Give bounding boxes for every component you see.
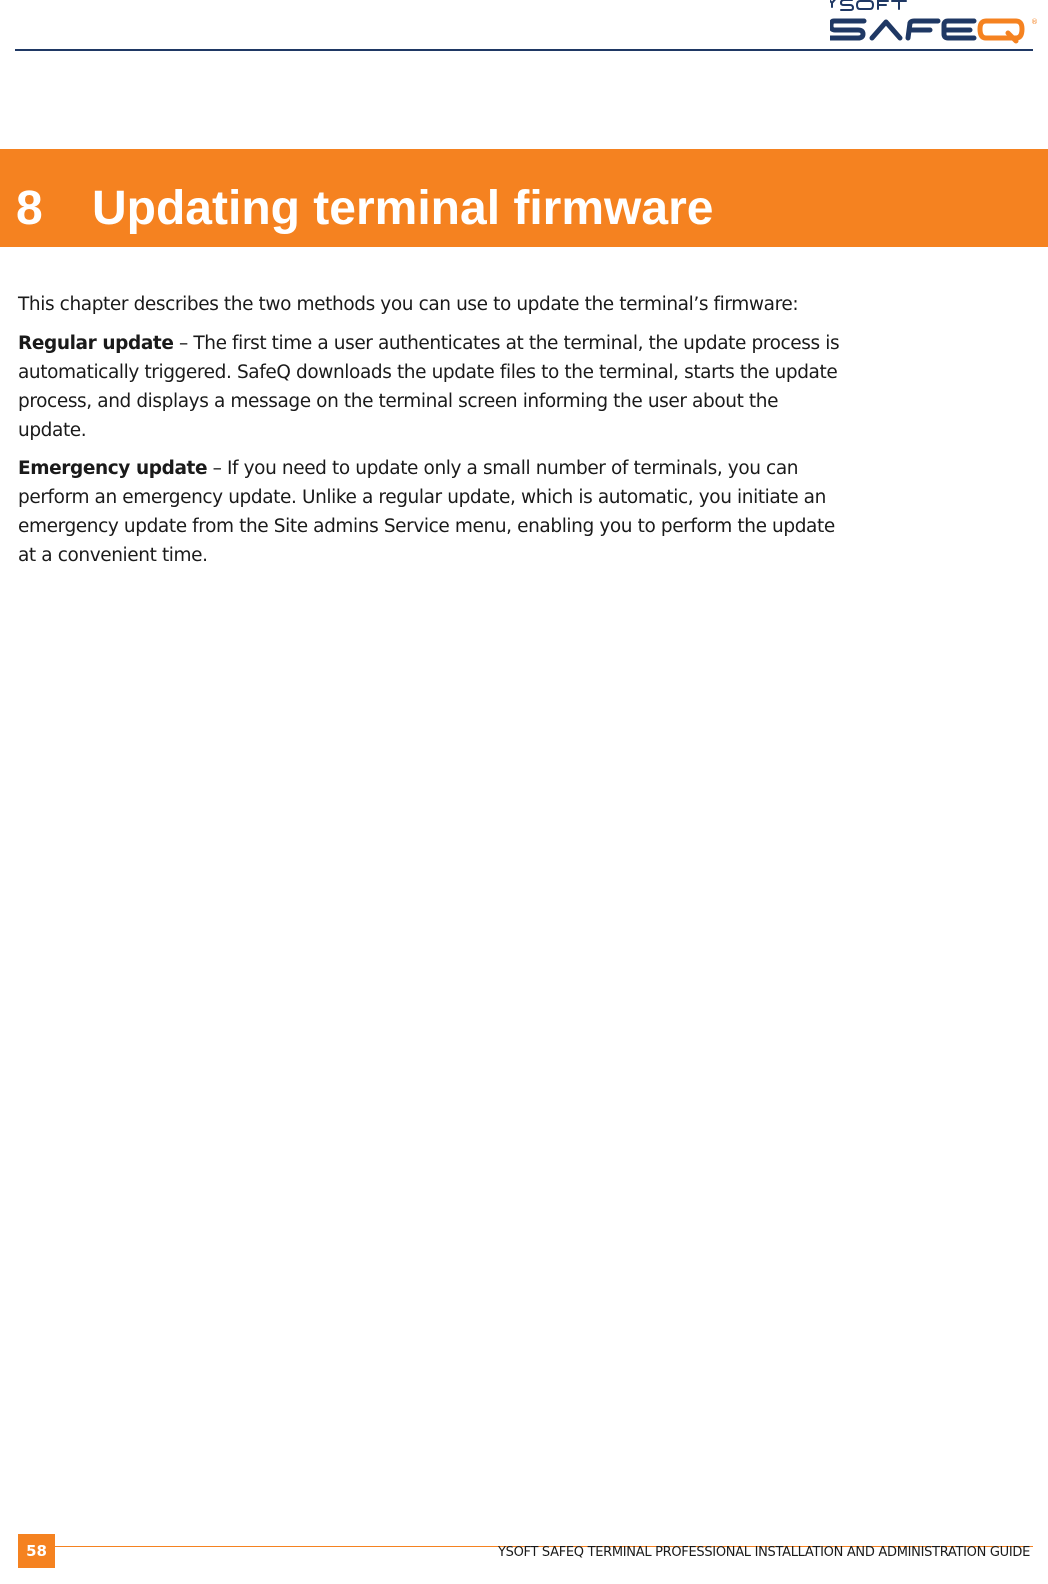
page-number: 58 bbox=[18, 1534, 55, 1568]
ysoft-wordmark bbox=[830, 0, 906, 10]
emergency-update-description: – If you need to update only a small number of terminals, you can perform an emergency update. Unlike a regular update, which is automatic, you initiate an emergency update from the Site admins Service menu, enabling you to perform the update at a convenient time. bbox=[18, 458, 835, 566]
ysoft-safeq-logo bbox=[830, 0, 1040, 46]
chapter-number: 8 bbox=[16, 182, 43, 235]
safeq-wordmark bbox=[830, 21, 974, 38]
regular-update-paragraph bbox=[18, 329, 848, 445]
emergency-update-paragraph bbox=[18, 454, 848, 570]
chapter-title: Updating terminal firmware bbox=[92, 182, 714, 235]
header-rule bbox=[15, 49, 1033, 51]
q-letter bbox=[980, 21, 1022, 41]
regular-update-description: – The first time a user authenticates at the terminal, the update process is automatically triggered. SafeQ downloads the update files to the terminal, starts the update process, and displays a message on the terminal screen informing the user about the update. bbox=[18, 333, 840, 441]
registered-mark: ® bbox=[1031, 18, 1038, 26]
emergency-update-term: Emergency update bbox=[18, 458, 208, 479]
regular-update-term: Regular update bbox=[18, 333, 174, 354]
intro-paragraph: This chapter describes the two methods you can use to update the terminal’s firmware: bbox=[18, 294, 799, 315]
footer-document-title: YSOFT SAFEQ TERMINAL PROFESSIONAL INSTALLATION AND ADMINISTRATION GUIDE bbox=[497, 1545, 1030, 1560]
